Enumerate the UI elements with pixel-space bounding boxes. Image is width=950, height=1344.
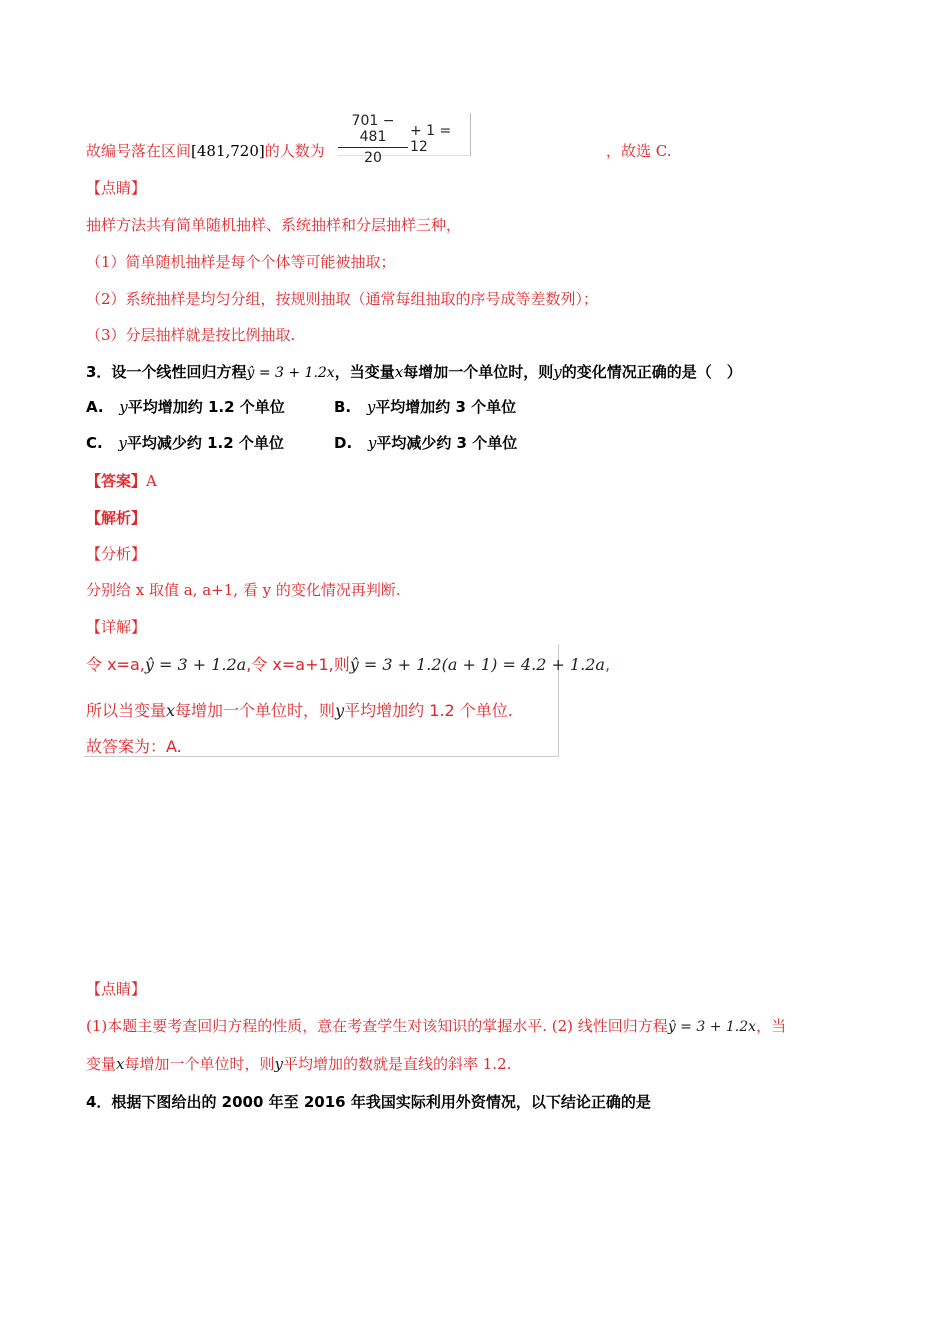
fraction-formula [338, 113, 471, 166]
q3-option-d [334, 433, 517, 453]
q3-stem-d: 的变化情况正确的是（ ） [561, 363, 742, 381]
intro-prefix: 故编号落在区间 [86, 142, 192, 160]
fenxi-text: 分别给 x 取值 a, a+1, 看 y 的变化情况再判断. [86, 581, 401, 599]
option-d-label: D. [334, 434, 353, 452]
tip2-var-x: x [116, 1055, 125, 1073]
intro-suffix: ，故选 C. [606, 142, 672, 160]
tip1-line1: 抽样方法共有简单随机抽样、系统抽样和分层抽样三种， [86, 216, 462, 234]
detail-line3: 故答案为：A. [86, 737, 182, 756]
tip2-line1 [86, 1016, 786, 1037]
detail-line2 [86, 698, 513, 721]
q3-stem-c: 每增加一个单位时，则 [403, 363, 554, 381]
tip2-line1-b: ，当 [756, 1017, 787, 1035]
fraction-tail: + 1 = 12 [410, 123, 452, 155]
tip2-line2-b: 每增加一个单位时，则 [124, 1055, 275, 1073]
tip2-equation: ŷ = 3 + 1.2x [667, 1019, 757, 1035]
detail1-eq2: ŷ = 3 + 1.2(a + 1) = 4.2 + 1.2a [349, 655, 605, 674]
detail1-a: 令 x=a, [86, 655, 145, 674]
q3-options-ab [86, 397, 285, 417]
jiexi-heading: 【解析】 [86, 509, 147, 527]
detail1-c: , [604, 655, 611, 674]
q3-stem-a: 3．设一个线性回归方程 [86, 363, 247, 381]
option-c-label: C. [86, 434, 103, 452]
q3-stem-b: ，当变量 [334, 363, 395, 381]
detail2-var-y: y [335, 701, 345, 720]
tip2-heading: 【点睛】 [86, 980, 147, 998]
fraction [338, 113, 408, 166]
answer-value: A [146, 472, 157, 490]
detail2-c: 平均增加约 1.2 个单位. [344, 701, 513, 720]
option-c-var: y [118, 434, 127, 452]
detail2-a: 所以当变量 [86, 701, 167, 720]
fenxi-heading: 【分析】 [86, 545, 147, 563]
detail2-var-x: x [166, 701, 176, 720]
tip1-heading: 【点睛】 [86, 179, 147, 197]
fraction-numerator: 701 − 481 [338, 113, 408, 148]
detail-line1 [86, 652, 610, 675]
q3-option-c [86, 433, 284, 453]
q3-var-y: y [553, 363, 562, 381]
option-b-var: y [366, 398, 376, 416]
option-c-text: 平均减少约 1.2 个单位 [126, 434, 284, 452]
tip1-line3: （2）系统抽样是均匀分组，按规则抽取（通常每组抽取的序号成等差数列）； [86, 290, 599, 308]
fraction-denominator: 20 [364, 150, 382, 166]
tip2-line2 [86, 1054, 511, 1074]
q4-stem: 4．根据下图给出的 2000 年至 2016 年我国实际利用外资情况，以下结论正确的是 [86, 1093, 651, 1111]
q3-var-x: x [394, 363, 404, 381]
q3-option-b [334, 397, 516, 417]
detail2-b: 每增加一个单位时，则 [175, 701, 336, 720]
option-a-var: y [119, 398, 128, 416]
option-a-label: A. [86, 398, 104, 416]
detail1-b: ,令 x=a+1,则 [246, 655, 350, 674]
tip2-line2-a: 变量 [86, 1055, 117, 1073]
q3-equation: ŷ = 3 + 1.2x [246, 365, 335, 381]
tip2-line1-a: (1)本题主要考查回归方程的性质，意在考查学生对该知识的掌握水平. (2) 线性回归方程 [86, 1017, 668, 1035]
interval: [481,720] [191, 142, 265, 160]
tip1-line2: （1）简单随机抽样是每个个体等可能被抽取； [86, 253, 396, 271]
xiangjie-heading: 【详解】 [86, 618, 147, 636]
detail-box [84, 644, 611, 757]
intro-mid: 的人数为 [264, 142, 325, 160]
tip1-line4: （3）分层抽样就是按比例抽取. [86, 326, 296, 344]
option-d-text: 平均减少约 3 个单位 [376, 434, 518, 452]
option-d-var: y [367, 434, 377, 452]
option-b-text: 平均增加约 3 个单位 [375, 398, 517, 416]
detail1-eq1: ŷ = 3 + 1.2a [144, 655, 247, 674]
q3-stem [86, 362, 742, 383]
option-b-label: B. [334, 398, 352, 416]
tip2-var-y: y [274, 1055, 283, 1073]
answer-heading: 【答案】 [86, 472, 147, 490]
answer-line [86, 471, 157, 491]
intro-line [86, 141, 325, 161]
option-a-text: 平均增加约 1.2 个单位 [127, 398, 285, 416]
tip2-line2-c: 平均增加的数就是直线的斜率 1.2. [282, 1055, 512, 1073]
